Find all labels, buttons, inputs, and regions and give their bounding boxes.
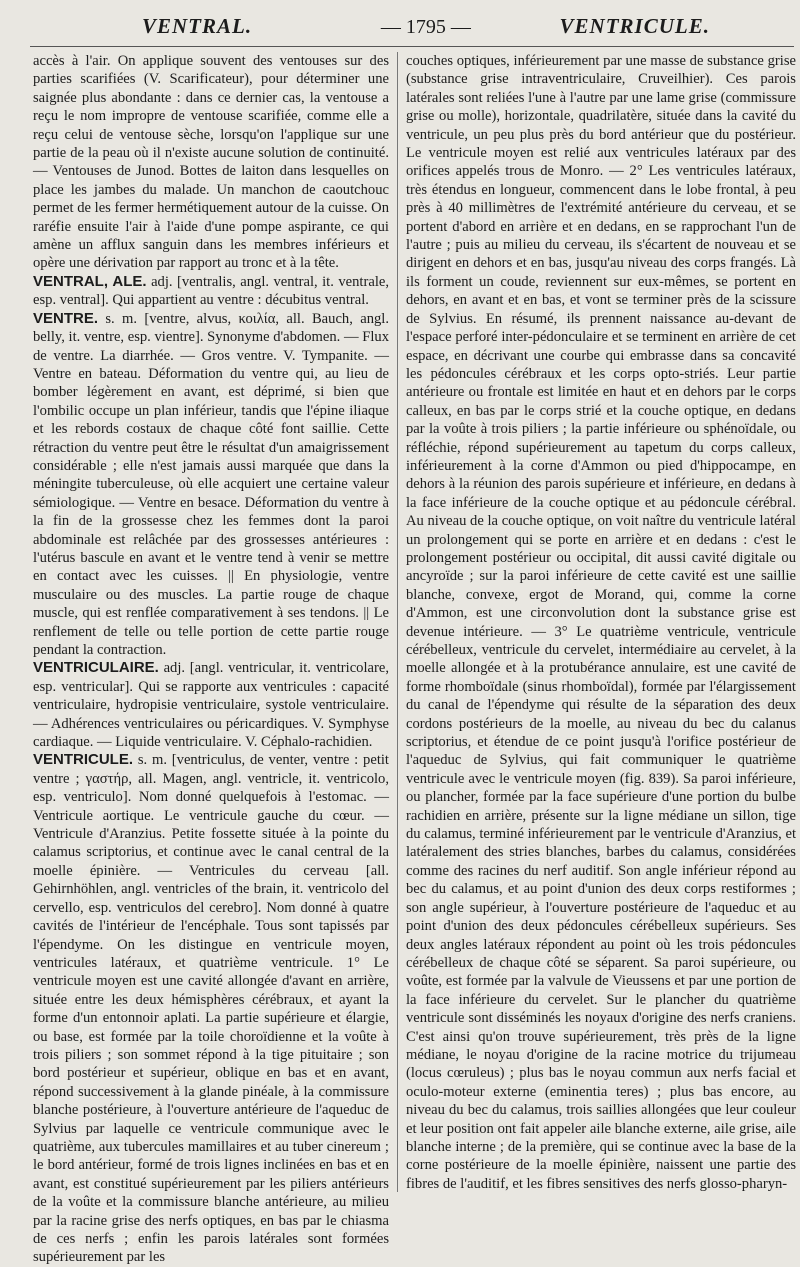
- header-left-guideword: VENTRAL.: [142, 14, 253, 38]
- entry-ventricule-continued: couches optiques, inférieurement par une masse de substance grise (substance grise intraventriculaire, Cruveilhier). Ces parois latérales sont reliées l'une à l'autre par une lame grise (commissure grise ou molle), horizontale, quadrilatère, située dans la cavité du ventricule, un peu plus près du bord antérieur que du postérieur. Le ventricule moyen est relié aux ventricules latéraux par des orifices appelés trous de Monro. — 2° Les ventricules latéraux, très étendus en longueur, commencent dans le lobe frontal, à peu près à 40 millimètres de l'extrémité antérieure du cerveau, et se portent d'abord en arrière et en dedans, en se rapprochant l'un de l'autre ; puis au milieu du cerveau, ils s'écartent de nouveau et se dirigent en dehors et en bas, jusqu'au niveau des corps frangés. Là ils forment un coude, reviennent sur eux-mêmes, se portent en dehors, en avant et en bas, et vont se terminer près de la scissure de Sylvius. En résumé, ils prennent naissance au-devant de l'espace perforé inter-pédonculaire et se terminent en arrière de cet espace, en décrivant une courbe qui embrasse dans sa concavité les pédoncules cérébraux et les corps opto-striés. Leur partie antérieure ou frontale est limitée en haut et en dehors par le corps calleux, en bas par le corps strié et la couche optique, en dedans par la voûte à trois piliers ; la partie inférieure ou sphénoïdale, ou réfléchie, répond supérieurement au tapetum du corps calleux, inférieurement à la corne d'Ammon ou pied d'hippocampe, en dehors à la réunion des parois supérieure et inférieure, en dedans à la face inférieure de la couche optique et au pédoncule cérébral. Au niveau de la couche optique, on voit naître du ventricule latéral un prolongement qui se porte en arrière et en dedans : c'est le prolongement postérieur ou occipital, dit aussi cavité digitale ou ancyroïde ; sur la paroi inférieure de cette cavité est une saillie blanche, convexe, ergot de Morand, qui, comme la corne d'Ammon, est une circonvolution dont la substance grise est devenue intérieure. — 3° Le quatrième ventricule, ventricule cérébelleux, ventricule du cervelet, intermédiaire au cervelet, à la moelle allongée et à la protubérance annulaire, est une cavité de forme rhomboïdale (sinus rhomboïdal), formée par l'élargissement du canal de l'épendyme qui résulte de la séparation des deux cordons postérieurs de la moelle, au niveau du bec du calanus scriptorius, et étendue de ce point jusqu'à l'orifice postérieur de l'aqueduc de Sylvius, qui fait communiquer le quatrième ventricule avec le ventricule moyen (fig. 839). Sa paroi inférieure, ou plancher, formée par la face supérieure d'une portion du bulbe rachidien en arrière, présente sur la ligne médiane un sillon, tige du calamus, terminé inférieurement par le ventricule d'Aranzius, et latéralement des stries blanches, barbes du calamus, considérées comme des racines du nerf auditif. Son angle inférieur répond au bec du calamus, et au point d'union des deux corps restiformes ; son angle supérieur, à l'ouverture postérieure de l'aqueduc et au point d'union des deux pédoncules cérébelleux supérieurs. Ses deux angles latéraux répondent au point où les trois pédoncules cérébelleux de chaque côté se séparent. Sa paroi supérieure, ou voûte, est formée par la valvule de Vieussens et par une portion de la face inférieure du cervelet. Sur le plancher du quatrième ventricule sont disséminés les noyaux d'origine des nerfs craniens. C'est ainsi qu'on trouve supérieurement, très près de la ligne médiane, le noyau d'origine de la racine motrice du trijumeau (locus cœruleus) ; plus bas le noyau commun aux nerfs facial et oculo-moteur externe (eminentia teres) ; plus bas encore, au niveau du bec du calamus, trois saillies allongées que leur couleur et leur position ont fait appeler aile blanche externe, aile grise, aile blanche interne ; de la première, qui se continue avec la base de la corne postérieure de la moelle épinière, naissent une partie des fibres de l'auditif, et les fibres sensitives des nerfs glosso-pharyn-: [406, 53, 797, 1192]
- column-divider: [397, 52, 398, 1192]
- page-number: — 1795 —: [380, 16, 471, 38]
- header-rule: [30, 46, 794, 47]
- headword-ventre: VENTRE.: [33, 309, 99, 327]
- definition-ventral: adj. [ventralis, angl. ventral, it. ventrale, esp. ventral]. Qui appartient au ventre : décubitus ventral.: [33, 273, 389, 309]
- left-column: [33, 52, 389, 1266]
- entry-ventricule: [33, 751, 389, 1266]
- entry-ventral: [33, 273, 389, 310]
- entry-ventriculaire: [33, 659, 389, 751]
- definition-ventre: s. m. [ventre, alvus, κοιλία, all. Bauch, angl. belly, it. ventre, esp. vientre]. Synonyme d'abdomen. — Flux de ventre. La diarrhée. — Gros ventre. V. Tympanite. — Ventre en bateau. Déformation du ventre qui, au lieu de bomber légèrement en avant, est déprimé, si bien que l'ombilic occupe un plan inférieur, tandis que l'épine iliaque et les rebords costaux de chaque côté font saillie. Cette rétraction du ventre peut être le résultat d'un amaigrissement considérable ; elle n'est jamais aussi marquée que dans la méningite tuberculeuse, où elle acquiert une certaine valeur sémiologique. — Ventre en besace. Déformation du ventre à la fin de la grossesse chez les femmes dont la paroi abdominale est relâchée par des grossesses antérieures : l'utérus bascule en avant et le ventre tend à venir se mettre en contact avec les cuisses. || En physiologie, ventre musculaire ou des muscles. La partie rouge de chaque muscle, qui est renflée comparativement à ses tendons. || Le renflement de telle ou telle portion de cette partie rouge pendant la contraction.: [33, 310, 389, 658]
- right-column: [406, 52, 796, 1192]
- entry-continuation: accès à l'air. On applique souvent des ventouses sur des parties scarifiées (V. Scarificateur), pour déterminer une saignée plus abondante : dans ce dernier cas, la ventouse a reçu le nom impropre de ventouse scarifiée, comme elle a reçu celui de ventouse sèche, lorsqu'on l'applique sur une partie de la peau où il n'existe aucune solution de continuité. — Ventouses de Junod. Bottes de laiton dans lesquelles on place les jambes du malade. Un manchon de caoutchouc permet de les fermer hermétiquement autour de la cuisse. On raréfie ensuite l'air à l'aide d'une pompe aspirante, ce qui amène un afflux sanguin dans les membres inférieurs et opère une dérivation par rapport au tronc et à la tête.: [33, 53, 389, 272]
- headword-ventral: VENTRAL, ALE.: [33, 272, 147, 290]
- headword-ventricule: VENTRICULE.: [33, 751, 134, 769]
- header-right-guideword: VENTRICULE.: [559, 14, 710, 38]
- entry-ventre: [33, 310, 389, 660]
- definition-ventricule: s. m. [ventriculus, de venter, ventre : petit ventre ; γαστήρ, all. Magen, angl. ventricle, it. ventricolo, esp. ventriculo]. Nom donné quelquefois à l'estomac. — Ventricule aortique. Le ventricule gauche du cœur. — Ventricule d'Aranzius. Petite fossette située à la pointe du calamus scriptorius, et continue avec le canal central de la moelle épinière. — Ventricules du cerveau [all. Gehirnhöhlen, angl. ventricles of the brain, it. ventricolo del cervello, esp. ventriculos del cerebro]. Nom donné à quatre cavités de l'intérieur de l'encéphale. Tous sont tapissés par l'épendyme. On les distingue en ventricule moyen, ventricules latéraux, et quatrième ventricule. 1° Le ventricule moyen est une cavité allongée d'avant en arrière, située entre les deux hémisphères cérébraux, et ayant la forme d'un entonnoir aplati. La partie supérieure et élargie, ou base, est formée par la toile choroïdienne et la voûte à trois piliers ; son sommet répond à la tige pituitaire ; son bord postérieur et supérieur, oblique en bas et en avant, répond successivement à la glande pinéale, à la commissure blanche postérieure, à l'ouverture antérieure de l'aqueduc de Sylvius par laquelle ce ventricule communique avec le quatrième, aux tubercules mamillaires et au tuber cinereum ; le bord antérieur, formé de trois lignes inclinées en bas et en avant, est constitué supérieurement par les piliers antérieurs de la voûte et la commissure blanche antérieure, au milieu par la racine grise des nerfs optiques, en bas par le chiasma de ces nerfs ; enfin les parois latérales sont formées supérieurement par les: [33, 752, 389, 1266]
- running-header: [30, 14, 790, 44]
- headword-ventriculaire: VENTRICULAIRE.: [33, 659, 159, 677]
- definition-ventriculaire: adj. [angl. ventricular, it. ventricolare, esp. ventricular]. Qui se rapporte aux ventricules : capacité ventriculaire, hydropisie ventriculaire, systole ventriculaire. — Adhérences ventriculaires ou péricardiques. V. Symphyse cardiaque. — Liquide ventriculaire. V. Céphalo-rachidien.: [33, 660, 389, 751]
